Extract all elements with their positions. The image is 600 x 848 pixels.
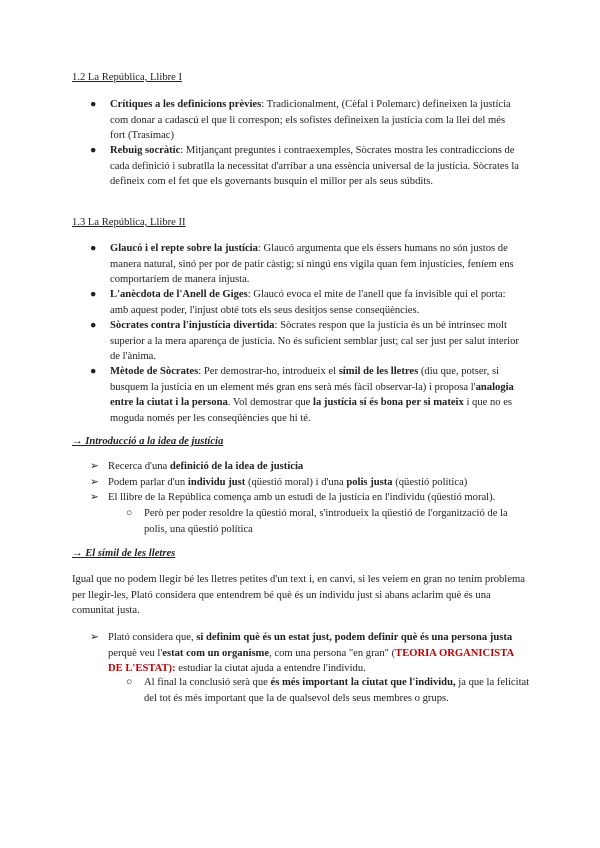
section-heading-simil: → El símil de les lletres — [72, 548, 176, 559]
sub-list-item: ○ Al final la conclusió serà que és més important la ciutat que l'individu, ja que la felicitat del tot és més important que la de qualsevol dels seus membres o grups. — [126, 677, 530, 704]
list-item: ● Sòcrates contra l'injustícia divertida: Sòcrates respon que la justícia és un bé intrínsec molt superior a la mera aparença de justícia. No és suficient semblar just; cal ser just per salut interior de l'ànima. — [90, 320, 519, 363]
sub-list-item: ○ Però per poder resoldre la qüestió moral, s'introdueix la qüestió de l'organització de la polis, una qüestió política — [126, 508, 508, 535]
list-item: ● Rebuig socràtic: Mitjançant preguntes i contraexemples, Sòcrates mostra les contradiccions de cada definició i subratlla la necessitat d'arribar a una essència universal de la justícia. Sòcrates la defineix com el fet que els governants busquin el millor per als seus súbdits. — [90, 145, 520, 188]
bullet-dot-icon: ● — [90, 366, 97, 377]
bullet-dot-icon: ● — [90, 320, 97, 331]
bullet-dot-icon: ● — [90, 289, 97, 300]
bullet-dot-icon: ● — [90, 145, 97, 156]
paragraph: Igual que no podem llegir bé les lletres petites d'un text i, en canvi, si les veiem en gran no tenim problema per llegir-les, Plató considera que entendrem bé què és un individu just si abans aclarim què és una comunitat justa. — [72, 574, 525, 617]
list-item: ● L'anècdota de l'Anell de Giges: Glaucó evoca el mite de l'anell que fa invisible qui el porta: amb aquest poder, l'injust obté tots els seus desitjos sense conseqüències. — [90, 289, 506, 316]
list-item: ➢ El llibre de la República comença amb un estudi de la justícia en l'individu (qüestió moral). — [90, 490, 540, 506]
arrow-bullet-icon: ➢ — [90, 632, 99, 643]
section-heading-intro: → Introducció a la idea de justícia — [72, 436, 224, 447]
circle-bullet-icon: ○ — [126, 508, 133, 519]
section-heading-1-3: 1.3 La República, Llibre II — [72, 217, 186, 228]
arrow-bullet-icon: ➢ — [90, 461, 99, 472]
list-item: ● Crítiques a les definicions prèvies: Tradicionalment, (Cèfal i Polemarc) defineixen la justícia com donar a cadascú el que li correspon; els sofistes defineixen la justícia com la llei del més fort (Trasímac) — [90, 99, 511, 142]
arrow-bullet-icon: ➢ — [90, 492, 99, 503]
list-item: ● Glaucó i el repte sobre la justícia: Glaucó argumenta que els éssers humans no són justos de manera natural, sinó per por de patir càstig; si ningú ens vigila quan fem injustícies, feníem ens comportaríem de manera injusta. — [90, 243, 514, 286]
bullet-dot-icon: ● — [90, 99, 97, 110]
circle-bullet-icon: ○ — [126, 677, 133, 688]
bullet-dot-icon: ● — [90, 243, 97, 254]
list-item: ● Mètode de Sòcrates: Per demostrar-ho, introdueix el símil de les lletres (diu que, potser, si busquem la justícia en un element més gran ens serà més fàcil observar-la) i proposa l'analogia entre la ciutat i la persona. Vol demostrar que la justícia sí és bona per si mateix i que no es moguda només per les conseqüències que hi té. — [90, 366, 514, 424]
list-item: ➢ Recerca d'una definició de la idea de justícia — [90, 459, 530, 475]
section-heading-1-2: 1.2 La República, Llibre I — [72, 72, 183, 83]
arrow-bullet-icon: ➢ — [90, 477, 99, 488]
list-item: ➢ Plató considera que, si definim què és un estat just, podem definir què és una persona justa perquè veu l'estat com un organisme, com una persona "en gran" (TEORIA ORGANICISTA DE L'ESTAT): estudiar la ciutat ajuda a entendre l'individu. — [90, 632, 514, 675]
list-item: ➢ Podem parlar d'un individu just (qüestió moral) i d'una polis justa (qüestió política) — [90, 475, 530, 491]
